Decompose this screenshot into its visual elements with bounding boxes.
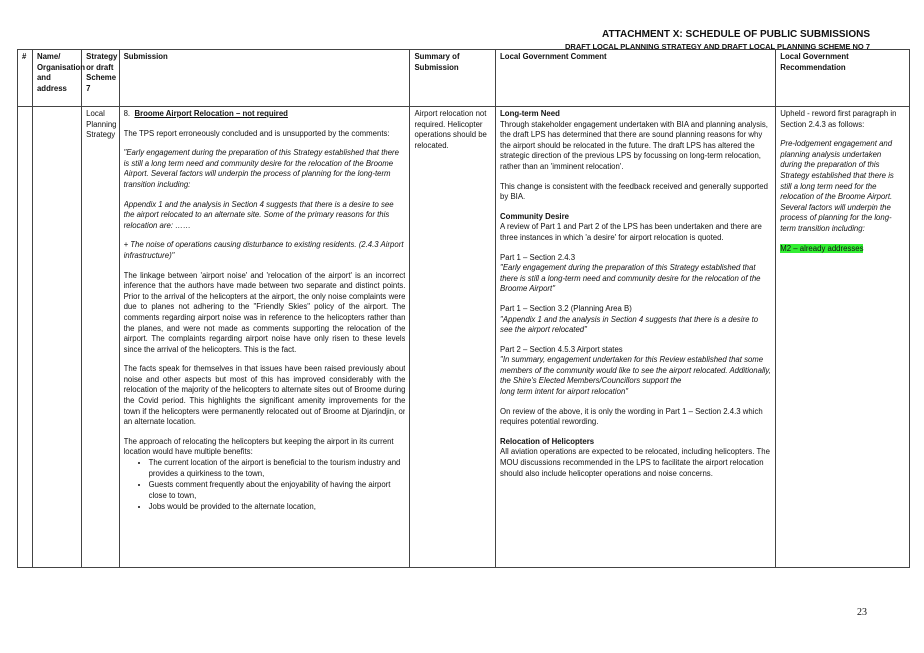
recommendation-highlight: M2 – already addresses <box>780 243 864 253</box>
col-header-recommendation: Local Government Recommendation <box>776 50 910 107</box>
submission-para: The linkage between 'airport noise' and 'relocation of the airport' is an incorrect inference that the authors have made between two separate and distinct points. Prior to the arrival of the helicopters at the airport, the only noise complaints were due to planes not adhering to the "Friendly Skies" policy of the airport. The comments regarding airport noise was in reference to the helicopters rather than the planes, and were not made as comments supporting the relocation of the airport. The complaints regarding airport noise have only risen to these levels since the arrival of the helicopters. This is the fact. <box>123 270 406 354</box>
submission-number: 8. <box>123 109 131 118</box>
summary-text: Airport relocation not required. Helicopter operations should be relocated. <box>414 109 487 150</box>
comment-para: Through stakeholder engagement undertaken with BIA and planning analysis, the draft LPS has determined that there are sound planning reasons for why the airport should be relocated in the future. The draft LPS has altered the strategic direction of the previous LPS by focussing on long-term relocation, rather than an 'imminent relocation'. <box>500 119 768 171</box>
col-header-number: # <box>18 50 33 107</box>
benefits-list <box>124 458 406 513</box>
reference-quote: "In summary, engagement undertaken for this Review established that some members of the community would like to see the airport relocated. Additionally, the Shire's Elected Members/Councillors support the <box>500 355 771 386</box>
list-item: • Jobs would be provided to the alternate location, <box>149 502 406 513</box>
attachment-subtitle: DRAFT LOCAL PLANNING STRATEGY AND DRAFT LOCAL PLANNING SCHEME NO 7 <box>564 42 870 51</box>
comment-heading: Community Desire <box>500 211 569 221</box>
reference-quote: "Appendix 1 and the analysis in Section 4 suggests that there is a desire to see the airport relocated" <box>500 314 759 335</box>
reference-quote: "Early engagement during the preparation of this Strategy established that there is still a long-term need and community desire for the relocation of the Broome Airport" <box>500 263 761 294</box>
page-number: 23 <box>857 607 867 618</box>
submissions-table <box>17 49 910 568</box>
recommendation-quote: Pre-lodgement engagement and planning analysis undertaken during the preparation of this Strategy established that there is still a long term need for the relocation of the Broome Airport. Several factors will underpin the process of planning for the long-term transition including: <box>780 139 894 233</box>
cell-number <box>18 107 33 568</box>
col-header-submission: Submission <box>119 50 410 107</box>
col-header-summary: Summary of Submission <box>410 50 496 107</box>
comment-heading: Long-term Need <box>500 109 560 118</box>
comment-para: On review of the above, it is only the wording in Part 1 – Section 2.4.3 which requires potential rewording. <box>500 406 763 427</box>
reference-heading: Part 1 – Section 3.2 (Planning Area B) <box>500 303 632 313</box>
cell-name <box>32 107 81 568</box>
list-item: • The current location of the airport is beneficial to the tourism industry and provides a quirkiness to the town, <box>149 458 406 479</box>
cell-submission <box>119 107 410 568</box>
list-item: • Guests comment frequently about the enjoyability of having the airport close to town, <box>149 480 406 501</box>
reference-heading: Part 2 – Section 4.5.3 Airport states <box>500 344 623 354</box>
submission-quote: "Early engagement during the preparation of this Strategy established that there is still a long term need and community desire for the relocation of the Broome Airport. Several factors will underpin the process of planning for the long-term transition including: <box>123 148 399 189</box>
comment-para: A review of Part 1 and Part 2 of the LPS has been undertaken and there are three instances in which 'a desire' for airport relocation is quoted. <box>500 222 762 242</box>
comment-para: This change is consistent with the feedback received and generally supported by BIA. <box>500 181 768 202</box>
cell-recommendation <box>776 107 910 568</box>
cell-summary <box>410 107 496 568</box>
submission-para: The TPS report erroneously concluded and is unsupported by the comments: <box>123 128 390 138</box>
submission-quote: + The noise of operations causing disturbance to existing residents. (2.4.3 Airport infrastructure)" <box>123 240 404 260</box>
comment-para: All aviation operations are expected to be relocated, including helicopters. The MOU discussions recommended in the LPS to facilitate the airport relocation should also include helicopter operations and noise concerns. <box>500 447 770 478</box>
col-header-strategy: Strategy or draft Scheme 7 <box>82 50 119 107</box>
attachment-title: ATTACHMENT X: SCHEDULE OF PUBLIC SUBMISSIONS <box>602 29 870 40</box>
recommendation-para: Upheld - reword first paragraph in Section 2.4.3 as follows: <box>780 109 897 129</box>
submission-para: The approach of relocating the helicopters but keeping the airport in its current location would have multiple benefits: <box>123 436 394 457</box>
col-header-comment: Local Government Comment <box>496 50 776 107</box>
table-row <box>18 107 910 568</box>
col-header-name: Name/ Organisation and address <box>32 50 81 107</box>
table-header-row <box>18 50 910 107</box>
reference-heading: Part 1 – Section 2.4.3 <box>500 252 576 262</box>
submission-quote: Appendix 1 and the analysis in Section 4 suggests that there is a desire to see the airport relocated to an alternate site. Some of the primary reasons for this relocation are: …… <box>123 199 394 230</box>
cell-comment <box>496 107 776 568</box>
strategy-text: Local Planning Strategy <box>86 109 117 140</box>
submission-title: Broome Airport Relocation – not required <box>134 109 288 118</box>
reference-quote: long term intent for airport relocation" <box>500 387 629 397</box>
cell-strategy <box>82 107 119 568</box>
comment-heading: Relocation of Helicopters <box>500 436 595 446</box>
submission-para: The facts speak for themselves in that issues have been raised previously about noise and other aspects but most of this has improved considerably with the relocation of the majority of the helicopters to alternate sites out of Broome during the Covid period. This highlights the significant amenity improvements for the town if the helicopters were permanently relocated out of Broome at Djarindjin, or an alternate location. <box>123 364 406 427</box>
